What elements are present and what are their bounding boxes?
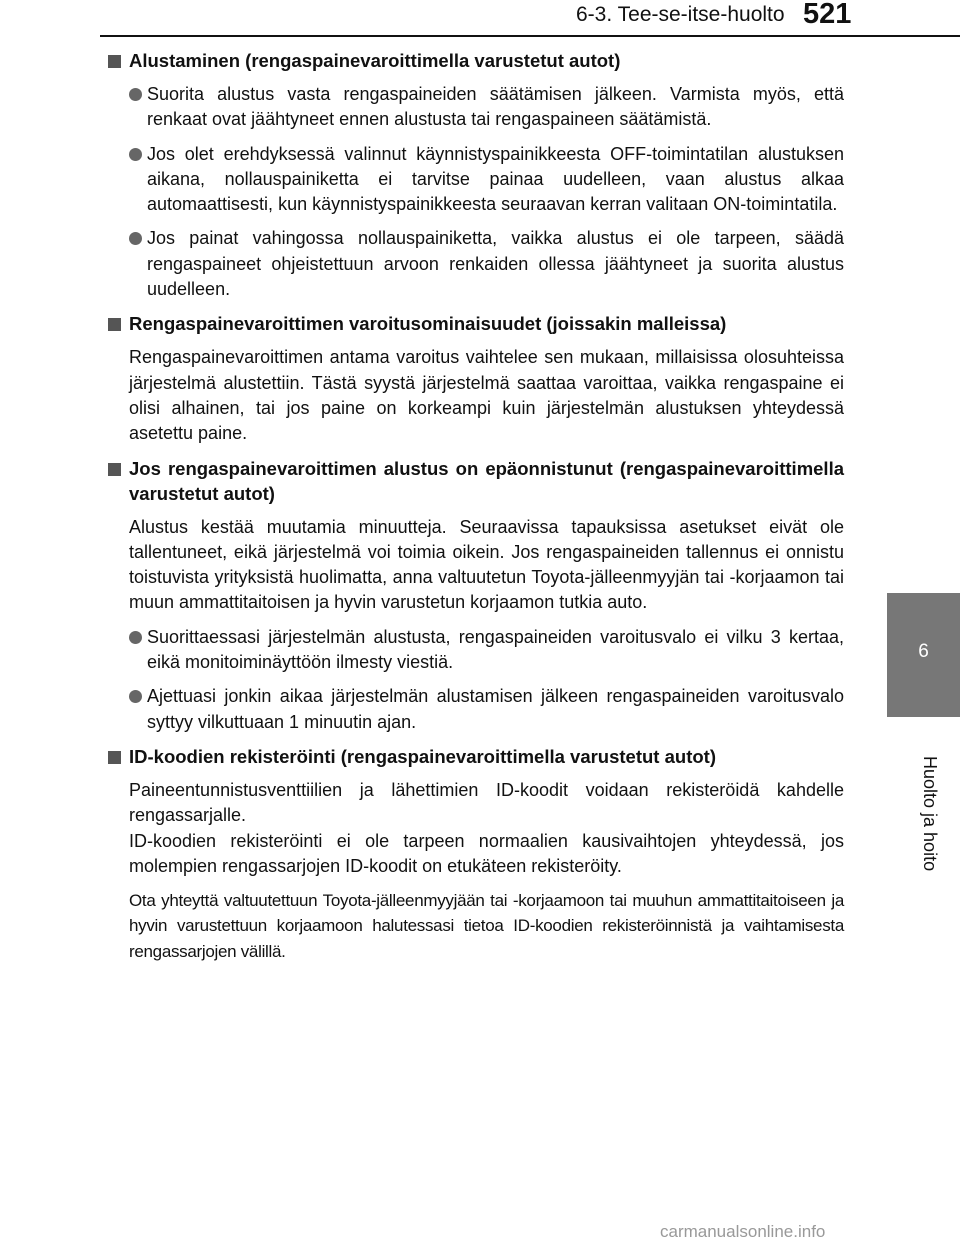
circle-bullet-icon <box>129 88 142 101</box>
bullet-item <box>108 82 844 133</box>
bullet-text: Suorita alustus vasta rengaspaineiden säätämisen jälkeen. Varmista myös, että renkaat ovat jäähtyneet ennen alustusta tai rengaspaineen säätämistä. <box>147 84 844 130</box>
bullet-text: Suorittaessasi järjestelmän alustusta, rengaspaineiden varoitusvalo ei vilku 3 kertaa, eikä monitoiminäyttöön ilmesty viestiä. <box>147 626 844 673</box>
square-bullet-icon <box>108 463 121 476</box>
bullet-item <box>108 625 844 676</box>
chapter-title: Huolto ja hoito <box>920 756 940 872</box>
bullet-item <box>108 226 844 302</box>
section-title: 6-3. Tee-se-itse-huolto <box>576 3 785 26</box>
section-heading <box>108 311 844 336</box>
paragraph-line: ID-koodien rekisteröinti ei ole tarpeen normaalien kausivaihtojen yhteydessä, jos molempien rengassarjojen ID-koodit on etukäteen rekisteröity. <box>129 830 844 876</box>
body-paragraph: Rengaspainevaroittimen antama varoitus vaihtelee sen mukaan, millaisissa olosuhteissa järjestelmä alustettiin. Tästä syystä järjestelmä saattaa varoittaa, vaikka rengaspaine ei olisi alhainen, tai jos paine on korkeampi kuin järjestelmän alustuksen yhteydessä asetettu paine. <box>129 347 844 444</box>
body-paragraph <box>108 778 844 879</box>
heading-text: Jos rengaspainevaroittimen alustus on epäonnistunut (rengaspainevaroittimella varustetut autot) <box>129 457 844 504</box>
heading-text: Alustaminen (rengaspainevaroittimella varustetut autot) <box>129 50 621 71</box>
section-heading <box>108 48 844 73</box>
square-bullet-icon <box>108 751 121 764</box>
circle-bullet-icon <box>129 148 142 161</box>
heading-text: Rengaspainevaroittimen varoitusominaisuudet (joissakin malleissa) <box>129 313 727 335</box>
paragraph-line: Paineentunnistusventtiilien ja lähettimien ID-koodit voidaan rekisteröidä kahdelle rengassarjalle. <box>129 779 844 826</box>
bullet-item <box>108 142 844 218</box>
circle-bullet-icon <box>129 232 142 245</box>
section-heading <box>108 456 844 506</box>
chapter-tab <box>887 593 960 717</box>
square-bullet-icon <box>108 55 121 68</box>
circle-bullet-icon <box>129 690 142 703</box>
body-paragraph: Alustus kestää muutamia minuutteja. Seuraavissa tapauksissa asetukset eivät ole tallentuneet, eikä järjestelmä voi toimia oikein. Jos rengaspaineiden tallennus ei onnistu toistuvista yrityksistä huolimatta, anna valtuutetun Toyota-jälleenmyyjän tai -korjaamon tai muun ammattitaitoisen ja hyvin varustetun korjaamon tutkia auto. <box>129 516 844 613</box>
heading-text: ID-koodien rekisteröinti (rengaspainevaroittimella varustetut autot) <box>129 745 716 767</box>
bullet-text: Ajettuasi jonkin aikaa järjestelmän alustamisen jälkeen rengaspaineiden varoitusvalo syttyy vilkuttuaan 1 minuutin ajan. <box>147 686 844 732</box>
bullet-item <box>108 684 844 735</box>
section-heading <box>108 744 844 769</box>
bullet-text: Jos olet erehdyksessä valinnut käynnistyspainikkeesta OFF-toimintatilan alustuksen aikana, nollauspainiketta ei tarvitse painaa uudelleen, vaan alustus alkaa automaattisesti, kun käynnistyspainikkeesta seuraavan kerran valitaan ON-toimintatila. <box>147 143 844 215</box>
circle-bullet-icon <box>129 631 142 644</box>
main-content <box>108 42 844 973</box>
watermark: carmanualsonline.info <box>660 1222 826 1241</box>
header-divider <box>100 35 960 37</box>
bullet-text: Jos painat vahingossa nollauspainiketta, vaikka alustus ei ole tarpeen, säädä rengaspaineet ohjeistettuun arvoon renkaiden ollessa jäähtyneet ja suorita alustus uudelleen. <box>147 228 844 300</box>
chapter-number: 6 <box>918 641 929 662</box>
square-bullet-icon <box>108 318 121 331</box>
page-number: 521 <box>803 0 852 30</box>
body-paragraph: Ota yhteyttä valtuutettuun Toyota-jälleenmyyjään tai -korjaamoon tai muuhun ammattitaitoiseen ja hyvin varustettuun korjaamoon halutessasi tietoa ID-koodien rekisteröinnistä ja vaihtamisesta rengassarjojen välillä. <box>129 891 844 961</box>
